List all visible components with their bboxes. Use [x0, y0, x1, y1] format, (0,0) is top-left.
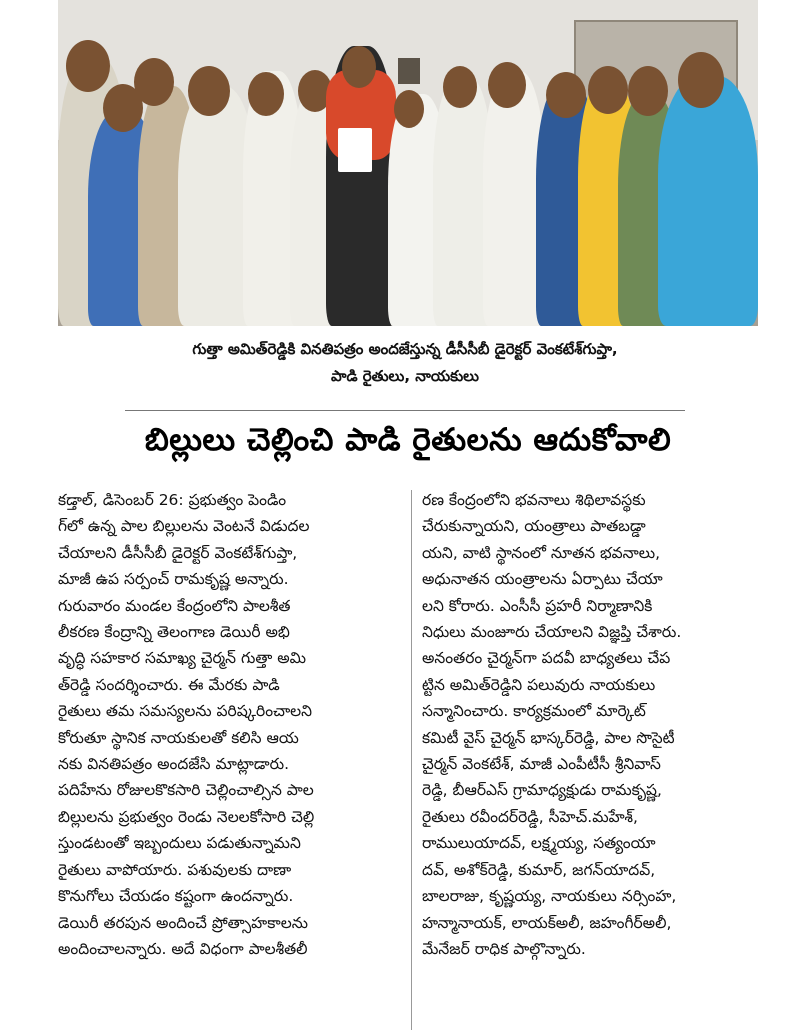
person-head — [134, 58, 174, 106]
person-head — [394, 90, 424, 128]
text-line: దవ్, అశోక్‌రెడ్డి, కుమార్, జగన్‌యాదవ్, — [422, 860, 656, 879]
person-head — [443, 66, 477, 108]
text-line: ట్టిన అమిత్‌రెడ్డిని పలువురు నాయకులు — [422, 675, 656, 694]
text-line: పదిహేను రోజులకొకసారి చెల్లించాల్సిన పాల — [58, 781, 314, 800]
person-head — [546, 72, 586, 118]
article-column-2 — [422, 487, 762, 962]
text-line: అందించాలన్నారు. అదే విధంగా పాలశీతలీ — [58, 939, 308, 958]
news-photo — [58, 0, 758, 326]
person-head — [66, 40, 110, 92]
text-line: రైతులు వాపోయారు. పశువులకు దాణా — [58, 860, 292, 879]
text-line: మేనేజర్ రాధిక పాల్గొన్నారు. — [422, 939, 586, 958]
text-line: గ్‌లో ఉన్న పాల బిల్లులను వెంటనే విడుదల — [58, 517, 310, 536]
person-figure — [658, 76, 758, 326]
text-line: రణ కేంద్రంలోని భవనాలు శిథిలావస్థకు — [422, 491, 646, 509]
person-head — [488, 62, 526, 108]
article-column-1 — [58, 487, 400, 962]
column-divider — [411, 490, 412, 1030]
photo-caption — [95, 336, 715, 390]
text-line: త్‌రెడ్డి సందర్శించారు. ఈ మేరకు పాడి — [58, 675, 280, 694]
photo-frame — [398, 58, 420, 84]
person-head — [248, 72, 284, 116]
text-line: డెయిరీ తరపున అందించే ప్రోత్సాహకాలను — [58, 913, 308, 932]
person-head — [678, 52, 724, 108]
person-head — [588, 66, 628, 114]
text-line: కడ్తాల్, డిసెంబర్ 26: ప్రభుత్వం పెండిం — [58, 491, 287, 509]
text-line: రైతులు రవీందర్‌రెడ్డి, సీహెచ్.మహేశ్, — [422, 807, 638, 826]
person-figure — [338, 128, 372, 172]
text-line: లీకరణ కేంద్రాన్ని తెలంగాణ డెయిరీ అభి — [58, 623, 290, 642]
text-line: కమిటీ వైస్ చైర్మన్ భాస్కర్‌రెడ్డి, పాల సొసైటీ — [422, 728, 675, 747]
text-line: సన్మానించారు. కార్యక్రమంలో మార్కెట్ — [422, 702, 646, 721]
text-line: అనంతరం చైర్మన్‌గా పదవీ బాధ్యతలు చేప — [422, 649, 671, 668]
text-line: రాములుయాదవ్, లక్ష్మయ్య, సత్యంయా — [422, 834, 656, 853]
person-head — [188, 66, 230, 116]
article-headline: బిల్లులు చెల్లించి పాడి రైతులను ఆదుకోవాలి — [144, 422, 672, 458]
caption-line-2: పాడి రైతులు, నాయకులు — [330, 367, 479, 385]
text-line: చైర్మన్ వెంకటేశ్, మాజీ ఎంపీటీసీ శ్రీనివాస్ — [422, 755, 661, 774]
text-line: బాలరాజు, కృష్ణయ్య, నాయకులు నర్సింహ, — [422, 887, 677, 906]
text-line: స్తుండటంతో ఇబ్బందులు పడుతున్నామని — [58, 834, 301, 853]
text-line: వృద్ధి సహకార సమాఖ్య చైర్మన్ గుత్తా అమి — [58, 649, 307, 668]
text-line: అధునాతన యంత్రాలను ఏర్పాటు చేయా — [422, 570, 663, 589]
text-line: లని కోరారు. ఎంసీసీ ప్రహరీ నిర్మాణానికి — [422, 596, 653, 615]
text-line: బిల్లులను ప్రభుత్వం రెండు నెలలకోసారి చెల్లి — [58, 807, 315, 826]
person-head — [628, 66, 668, 116]
text-line: చేరుకున్నాయని, యంత్రాలు పాతబడ్డా — [422, 517, 646, 536]
text-line: కోరుతూ స్థానిక నాయకులతో కలిసి ఆయ — [58, 728, 299, 747]
headline-divider — [125, 410, 685, 411]
text-line: హన్మానాయక్, లాయక్‌అలీ, జహంగీర్‌అలీ, — [422, 913, 672, 932]
text-line: యని, వాటి స్థానంలో నూతన భవనాలు, — [422, 543, 661, 562]
text-line: నకు వినతిపత్రం అందజేసి మాట్లాడారు. — [58, 755, 290, 774]
text-line: నిధులు మంజూరు చేయాలని విజ్ఞప్తి చేశారు. — [422, 623, 682, 642]
text-line: గురువారం మండల కేంద్రంలోని పాలశీత — [58, 596, 291, 615]
caption-line-1: గుత్తా అమిత్‌రెడ్డికి వినతిపత్రం అందజేస్తున్న డీసీసీబీ డైరెక్టర్ వెంకటేశ్‌గుప్తా, — [192, 340, 618, 358]
text-line: చేయాలని డీసీసీబీ డైరెక్టర్ వెంకటేశ్‌గుప్తా, — [58, 543, 298, 562]
text-line: మాజీ ఉప సర్పంచ్ రామకృష్ణ అన్నారు. — [58, 570, 289, 589]
text-line: రెడ్డి, బీఆర్ఎస్ గ్రామాధ్యక్షుడు రామకృష్ణ, — [422, 781, 662, 800]
person-head — [342, 46, 376, 88]
text-line: కొనుగోలు చేయడం కష్టంగా ఉందన్నారు. — [58, 887, 294, 906]
text-line: రైతులు తమ సమస్యలను పరిష్కరించాలని — [58, 702, 313, 721]
